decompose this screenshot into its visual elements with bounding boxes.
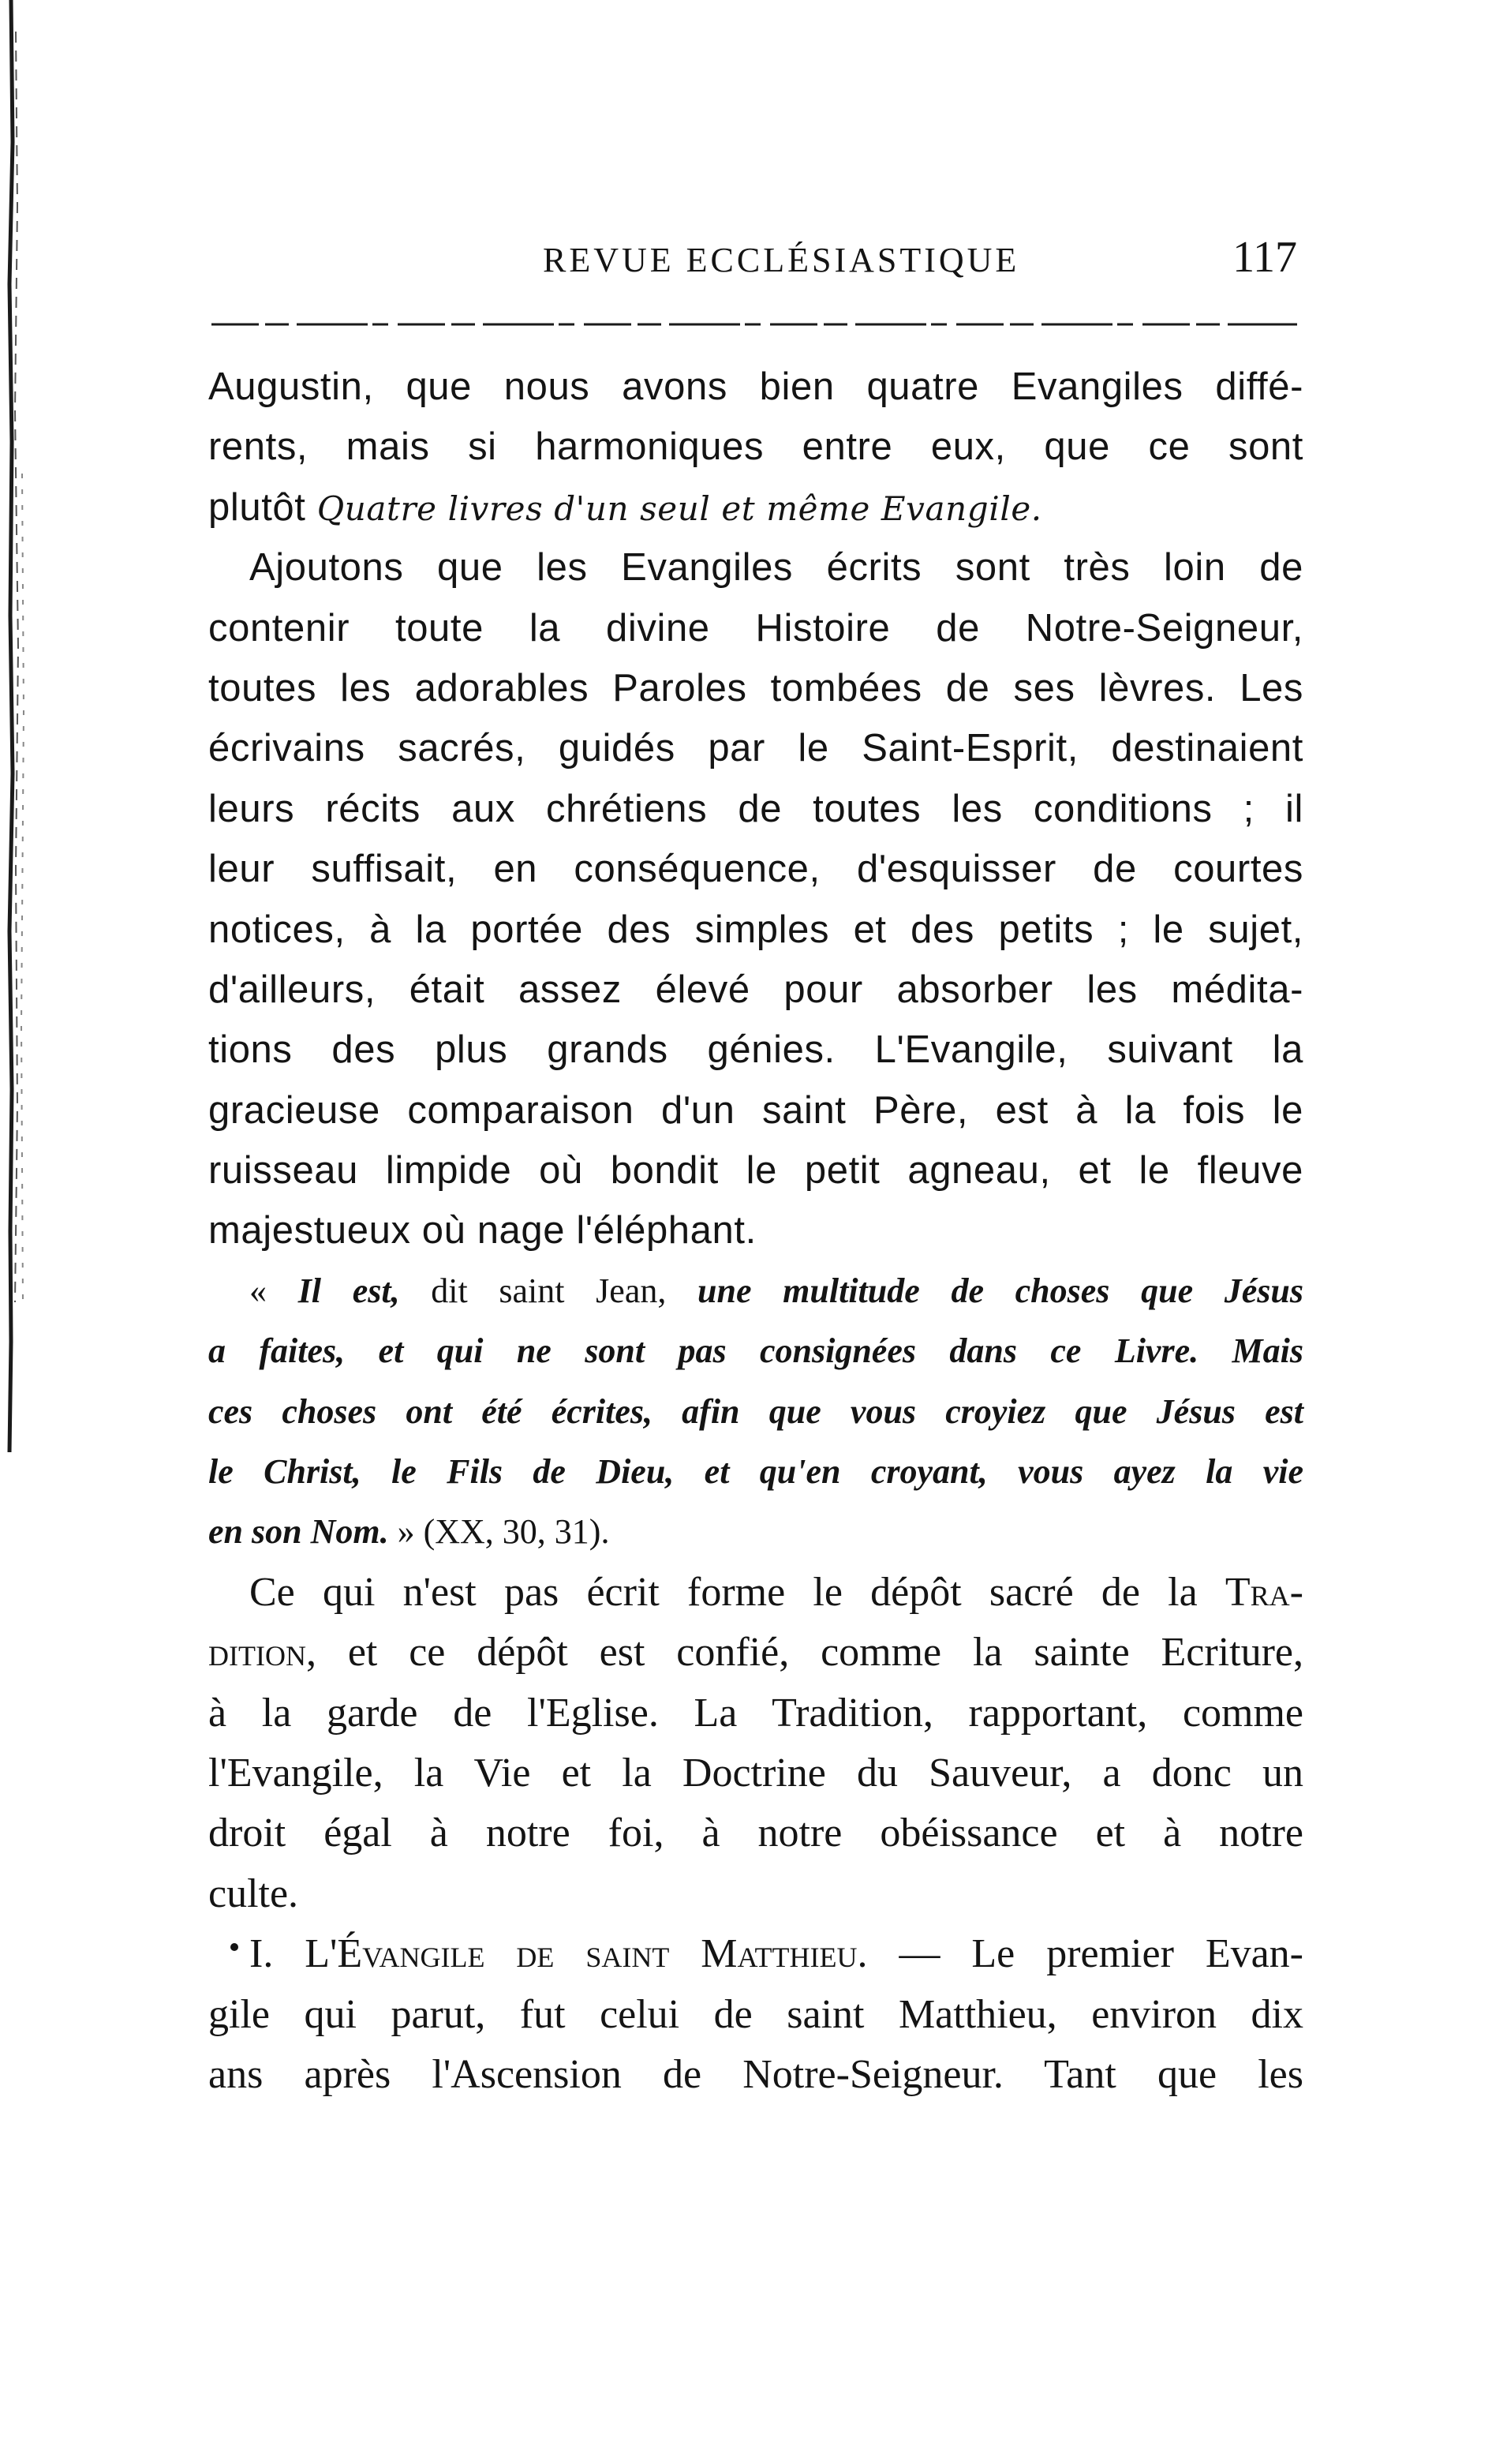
text-line: droit égal à notre foi, à notre obéissance et à notre xyxy=(208,1811,1303,1856)
text-line xyxy=(208,1924,1303,1984)
quote-attribution: dit saint Jean, xyxy=(399,1271,698,1310)
quote-line: a faites, et qui ne sont pas consignées dans ce Livre. Mais xyxy=(208,1331,1303,1371)
text-line xyxy=(208,1623,1303,1683)
text-line: contenir toute la divine Histoire de Notre-Seigneur, xyxy=(208,606,1303,650)
quote-italic: une multitude de choses que Jésus xyxy=(697,1271,1304,1310)
text-line: ruisseau limpide où bondit le petit agneau, et le fleuve xyxy=(208,1149,1303,1193)
header-rule xyxy=(211,322,1297,327)
small-caps-word: dition xyxy=(208,1630,306,1676)
text-line: l'Evangile, la Vie et la Doctrine du Sauveur, a donc un xyxy=(208,1750,1303,1796)
page-number: 117 xyxy=(1232,233,1297,282)
text-line: Augustin, que nous avons bien quatre Evangiles diffé- xyxy=(208,365,1303,408)
text-line: gile qui parut, fut celui de saint Matthieu, environ dix xyxy=(208,1991,1303,2037)
paragraph-4 xyxy=(208,1924,1303,2105)
quote-line: ces choses ont été écrites, afin que vous croyiez que Jésus est xyxy=(208,1391,1303,1431)
text-line xyxy=(208,477,1303,537)
text-run: — Le premier Evan- xyxy=(867,1931,1303,1977)
text-run: Ce qui n'est pas écrit forme le dépôt sacré de la xyxy=(249,1569,1225,1615)
italic-title: Quatre livres d'un seul et même Evangile. xyxy=(316,489,1042,528)
quote-italic: en son Nom. xyxy=(208,1512,389,1552)
text-line xyxy=(208,1563,1303,1623)
paragraph-2 xyxy=(208,537,1303,1261)
quote-reference: » (XX, 30, 31). xyxy=(388,1512,610,1552)
text-line: à la garde de l'Eglise. La Tradition, rapportant, comme xyxy=(208,1690,1303,1736)
small-caps-word: Tra- xyxy=(1225,1569,1303,1615)
page-header xyxy=(211,229,1297,292)
text-line: rents, mais si harmoniques entre eux, que ce sont xyxy=(208,425,1303,469)
text-line: ans après l'Ascension de Notre-Seigneur. Tant que les xyxy=(208,2051,1303,2097)
text-line: toutes les adorables Paroles tombées de ses lèvres. Les xyxy=(208,666,1303,710)
running-title: REVUE ECCLÉSIASTIQUE xyxy=(543,241,1020,279)
quote-line xyxy=(208,1261,1303,1321)
text-line: Ajoutons que les Evangiles écrits sont très loin de xyxy=(249,546,1303,590)
quote-mark: « xyxy=(249,1271,298,1310)
text-line: gracieuse comparaison d'un saint Père, est à la fois le xyxy=(208,1088,1303,1132)
text-line: leurs récits aux chrétiens de toutes les conditions ; il xyxy=(208,787,1303,830)
paragraph-3 xyxy=(208,1563,1303,1924)
text-line: majestueux où nage l'éléphant. xyxy=(208,1209,757,1253)
text-run: , et ce dépôt est confié, comme la sainte Ecriture, xyxy=(305,1630,1303,1676)
body-text xyxy=(208,357,1303,2105)
text-run: plutôt xyxy=(208,485,317,529)
text-line: notices, à la portée des simples et des petits ; le sujet, xyxy=(208,908,1303,951)
quote-line: le Christ, le Fils de Dieu, et qu'en croyant, vous ayez la vie xyxy=(208,1452,1303,1492)
section-heading: Évangile de saint Matthieu. xyxy=(337,1931,868,1977)
text-line: tions des plus grands génies. L'Evangile, suivant la xyxy=(208,1028,1303,1072)
text-line: leur suffisait, en conséquence, d'esquisser de courtes xyxy=(208,848,1303,891)
quote-line xyxy=(208,1502,1303,1562)
text-line: écrivains sacrés, guidés par le Saint-Esprit, destinaient xyxy=(208,727,1303,770)
section-number: I. L' xyxy=(249,1931,338,1977)
paragraph-1 xyxy=(208,357,1303,537)
scanned-page-edge xyxy=(0,0,36,1460)
ink-speck xyxy=(230,1943,238,1951)
quotation xyxy=(208,1261,1303,1563)
text-line: d'ailleurs, était assez élevé pour absorber les médita- xyxy=(208,968,1303,1011)
text-line: culte. xyxy=(208,1870,299,1916)
quote-italic: Il est, xyxy=(297,1271,400,1310)
